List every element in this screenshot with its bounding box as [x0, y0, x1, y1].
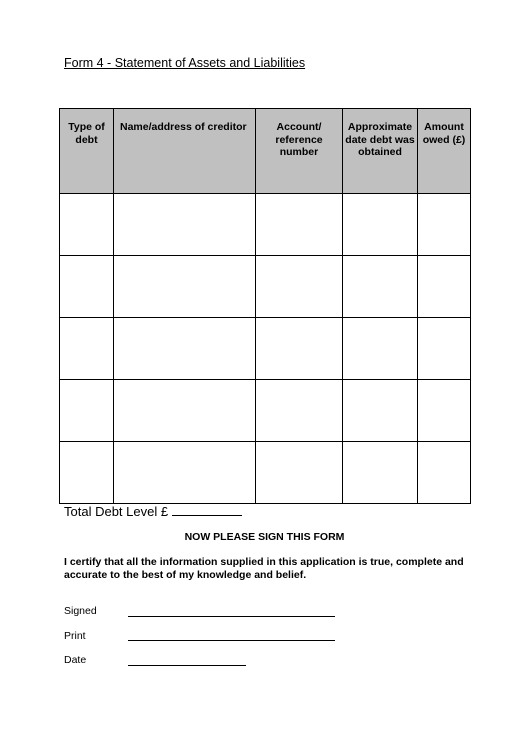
cell-date[interactable]: [343, 380, 418, 442]
cell-creditor[interactable]: [114, 256, 256, 318]
cell-creditor[interactable]: [114, 194, 256, 256]
cell-creditor[interactable]: [114, 442, 256, 504]
cell-type[interactable]: [60, 256, 114, 318]
table-row: [60, 194, 471, 256]
header-account-reference: Account/ reference number: [256, 109, 343, 194]
cell-type[interactable]: [60, 194, 114, 256]
header-amount-owed: Amount owed (£): [418, 109, 471, 194]
signed-field[interactable]: [128, 616, 335, 617]
table-row: [60, 318, 471, 380]
cell-type[interactable]: [60, 318, 114, 380]
cell-type[interactable]: [60, 380, 114, 442]
cell-account[interactable]: [256, 194, 343, 256]
total-debt-field[interactable]: [172, 503, 242, 516]
date-label: Date: [64, 654, 87, 666]
total-debt: [64, 503, 242, 519]
sign-heading: NOW PLEASE SIGN THIS FORM: [184, 531, 345, 543]
table-row: [60, 256, 471, 318]
debts-table: [59, 108, 471, 504]
total-debt-label: Total Debt Level £: [64, 504, 169, 519]
table-row: [60, 442, 471, 504]
cell-date[interactable]: [343, 256, 418, 318]
cell-date[interactable]: [343, 442, 418, 504]
print-field[interactable]: [128, 640, 335, 641]
date-field[interactable]: [128, 665, 246, 666]
cell-type[interactable]: [60, 442, 114, 504]
cell-amount[interactable]: [418, 256, 471, 318]
table-header-row: [60, 109, 471, 194]
signed-label: Signed: [64, 605, 97, 617]
header-date-obtained: Approximate date debt was obtained: [343, 109, 418, 194]
cell-account[interactable]: [256, 380, 343, 442]
cell-amount[interactable]: [418, 442, 471, 504]
header-creditor: Name/address of creditor: [114, 109, 256, 194]
header-type-of-debt: Type of debt: [60, 109, 114, 194]
cell-account[interactable]: [256, 442, 343, 504]
cell-amount[interactable]: [418, 194, 471, 256]
cell-date[interactable]: [343, 194, 418, 256]
table-row: [60, 380, 471, 442]
declaration-text: I certify that all the information supplied in this application is true, complete and accurate to the best of my knowledge and belief.: [64, 556, 464, 581]
cell-amount[interactable]: [418, 380, 471, 442]
form-title: Form 4 - Statement of Assets and Liabilities: [64, 56, 306, 70]
cell-account[interactable]: [256, 256, 343, 318]
cell-amount[interactable]: [418, 318, 471, 380]
cell-creditor[interactable]: [114, 380, 256, 442]
cell-creditor[interactable]: [114, 318, 256, 380]
cell-date[interactable]: [343, 318, 418, 380]
print-label: Print: [64, 630, 86, 642]
cell-account[interactable]: [256, 318, 343, 380]
